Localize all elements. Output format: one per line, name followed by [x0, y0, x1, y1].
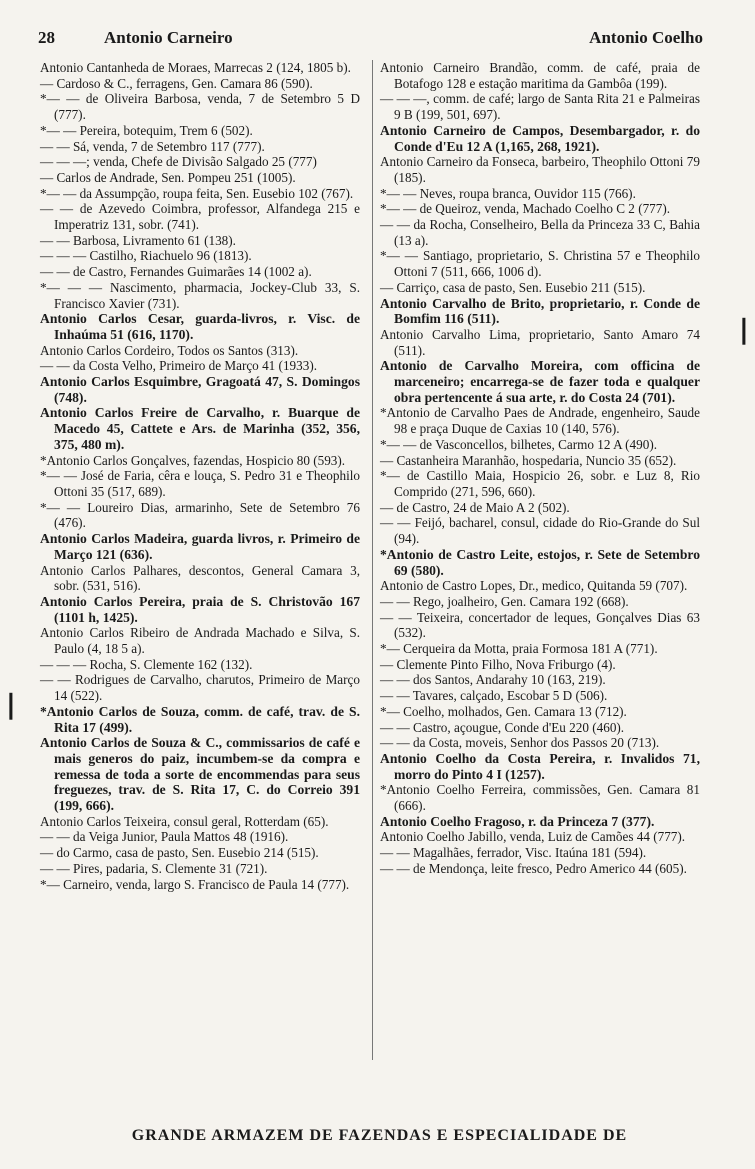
directory-entry: *— — Santiago, proprietario, S. Christina 57 e Theophilo Ottoni 7 (511, 666, 1006 d).: [380, 248, 700, 280]
directory-entry: — — da Costa, moveis, Senhor dos Passos 20 (713).: [380, 735, 660, 751]
directory-entry: Antonio Coelho Jabillo, venda, Luiz de Camões 44 (777).: [380, 829, 686, 845]
directory-entry: *— — de Oliveira Barbosa, venda, 7 de Setembro 5 D (777).: [40, 91, 360, 123]
directory-entry: — — Feijó, bacharel, consul, cidade do Rio-Grande do Sul (94).: [380, 515, 700, 547]
directory-entry: — Carriço, casa de pasto, Sen. Eusebio 211 (515).: [380, 279, 646, 295]
margin-mark-right: ❘: [733, 315, 755, 345]
directory-entry: *— Coelho, molhados, Gen. Camara 13 (712).: [380, 703, 627, 719]
directory-entry: Antonio Carlos Freire de Carvalho, r. Buarque de Macedo 45, Cattete e Ars. de Marinha (352, 356, 375, 480 m).: [40, 405, 360, 452]
directory-entry: — — Castro, açougue, Conde d'Eu 220 (460).: [380, 719, 625, 735]
directory-entry: *Antonio de Carvalho Paes de Andrade, engenheiro, Saude 98 e praça Duque de Caxias 10 (140, 576).: [380, 405, 700, 437]
directory-entry: Antonio Carlos Ribeiro de Andrada Machado e Silva, S. Paulo (4, 18 5 a).: [40, 625, 360, 657]
directory-entry: Antonio Carneiro de Campos, Desembargador, r. do Conde d'Eu 12 A (1,165, 268, 1921).: [380, 122, 700, 154]
page-header: [38, 28, 703, 52]
directory-entry: — — Sá, venda, 7 de Setembro 117 (777).: [40, 138, 265, 154]
directory-entry: — — de Azevedo Coimbra, professor, Alfandega 215 e Imperatriz 131, sobr. (741).: [40, 201, 360, 233]
directory-entry: Antonio Carlos Palhares, descontos, General Camara 3, sobr. (531, 516).: [40, 562, 360, 594]
directory-entry: Antonio Carneiro da Fonseca, barbeiro, Theophilo Ottoni 79 (185).: [380, 154, 700, 185]
directory-entry: *— — da Assumpção, roupa feita, Sen. Eusebio 102 (767).: [40, 185, 354, 201]
directory-entry: Antonio Carlos Cordeiro, Todos os Santos (313).: [40, 342, 299, 358]
directory-entry: — — da Costa Velho, Primeiro de Março 41 (1933).: [40, 358, 318, 374]
directory-entry: Antonio Carvalho Lima, proprietario, Santo Amaro 74 (511).: [380, 326, 700, 358]
directory-entry: — — —, comm. de café; largo de Santa Rita 21 e Palmeiras 9 B (199, 501, 697).: [380, 91, 700, 123]
left-column: [40, 60, 360, 1060]
directory-entry: Antonio Carlos de Souza & C., commissarios de café e mais generos do paiz, incumbem-se da compra e remessa de toda a sorte de encommendas para seus freguezes, trav. de S. Rita 17, C. do Correio 391 (199, 666).: [40, 735, 360, 814]
directory-entry: — — da Rocha, Conselheiro, Bella da Princeza 33 C, Bahia (13 a).: [380, 217, 700, 248]
directory-entry: *— — Neves, roupa branca, Ouvidor 115 (766).: [380, 185, 636, 201]
directory-entry: Antonio de Carvalho Moreira, com officina de marceneiro; encarrega-se de fazer toda e qualquer obra pertencente á sua arte, r. do Costa 24 (701).: [380, 358, 700, 405]
directory-entry: Antonio Carlos Teixeira, consul geral, Rotterdam (65).: [40, 813, 329, 829]
directory-entry: *— Cerqueira da Motta, praia Formosa 181 A (771).: [380, 641, 658, 657]
directory-entry: — — — Castilho, Riachuelo 96 (1813).: [40, 248, 252, 264]
directory-entry: *— — José de Faria, cêra e louça, S. Pedro 31 e Theophilo Ottoni 35 (517, 689).: [40, 468, 360, 499]
directory-entry: — Castanheira Maranhão, hospedaria, Nuncio 35 (652).: [380, 452, 677, 468]
directory-entry: — — Tavares, calçado, Escobar 5 D (506).: [380, 688, 608, 704]
footer-advert: GRANDE ARMAZEM DE FAZENDAS E ESPECIALIDADE DE: [131, 1127, 628, 1144]
directory-entry: — do Carmo, casa de pasto, Sen. Eusebio 214 (515).: [40, 845, 319, 861]
directory-entry: Antonio Carlos Cesar, guarda-livros, r. Visc. de Inhaúma 51 (616, 1170).: [40, 311, 360, 342]
directory-entry: *— — de Queiroz, venda, Machado Coelho C 2 (777).: [380, 201, 671, 217]
directory-entry: — — da Veiga Junior, Paula Mattos 48 (1916).: [40, 829, 289, 845]
directory-entry: — — Pires, padaria, S. Clemente 31 (721).: [40, 860, 268, 876]
directory-entry: *— — Pereira, botequim, Trem 6 (502).: [40, 122, 253, 138]
directory-entry: Antonio Coelho Fragoso, r. da Princeza 7 (377).: [380, 813, 655, 829]
directory-entry: — — Magalhães, ferrador, Visc. Itaúna 181 (594).: [380, 845, 647, 861]
directory-entry: — — Teixeira, concertador de leques, Gonçalves Dias 63 (532).: [380, 609, 700, 641]
directory-entry: *Antonio Carlos Gonçalves, fazendas, Hospicio 80 (593).: [40, 452, 346, 468]
directory-entry: *— — — Nascimento, pharmacia, Jockey-Club 33, S. Francisco Xavier (731).: [40, 279, 360, 311]
directory-entry: — — Rego, joalheiro, Gen. Camara 192 (668).: [380, 593, 629, 609]
margin-mark-left: ❘: [0, 690, 22, 720]
directory-entry: *— — de Vasconcellos, bilhetes, Carmo 12 A (490).: [380, 436, 658, 452]
directory-entry: Antonio Cantanheda de Moraes, Marrecas 2 (124, 1805 b).: [40, 60, 351, 75]
directory-entry: — — de Castro, Fernandes Guimarães 14 (1002 a).: [40, 264, 312, 280]
directory-entry: — — dos Santos, Andarahy 10 (163, 219).: [380, 672, 606, 688]
directory-entry: — — —; venda, Chefe de Divisão Salgado 25 (777): [40, 154, 317, 170]
directory-entry: Antonio Coelho da Costa Pereira, r. Invalidos 71, morro do Pinto 4 I (1257).: [380, 750, 700, 782]
directory-entry: — — — Rocha, S. Clemente 162 (132).: [40, 656, 253, 672]
directory-entry: Antonio Carlos Esquimbre, Gragoatá 47, S. Domingos (748).: [40, 374, 360, 405]
directory-entry: — Carlos de Andrade, Sen. Pompeu 251 (1005).: [40, 169, 296, 185]
right-column: [380, 60, 700, 1060]
left-running-title: Antonio Carneiro: [104, 28, 233, 47]
directory-entry: *— — Loureiro Dias, armarinho, Sete de Setembro 76 (476).: [40, 499, 360, 531]
directory-entry: — — Rodrigues de Carvalho, charutos, Primeiro de Março 14 (522).: [40, 672, 360, 704]
directory-entry: Antonio Carvalho de Brito, proprietario, r. Conde de Bomfim 116 (511).: [380, 295, 700, 327]
directory-entry: Antonio de Castro Lopes, Dr., medico, Quitanda 59 (707).: [380, 578, 688, 594]
page-number: 28: [38, 28, 55, 47]
directory-entry: *— de Castillo Maia, Hospicio 26, sobr. e Luz 8, Rio Comprido (271, 596, 660).: [380, 468, 700, 499]
directory-entry: — Cardoso & C., ferragens, Gen. Camara 86 (590).: [40, 75, 313, 91]
directory-entry: Antonio Carlos Pereira, praia de S. Christovão 167 (1101 h, 1425).: [40, 593, 360, 625]
directory-entry: *Antonio de Castro Leite, estojos, r. Sete de Setembro 69 (580).: [380, 546, 700, 578]
directory-entry: *— Carneiro, venda, largo S. Francisco de Paula 14 (777).: [40, 876, 350, 892]
directory-entry: — — Barbosa, Livramento 61 (138).: [40, 232, 236, 248]
column-divider: [372, 60, 373, 1060]
directory-entry: *Antonio Carlos de Souza, comm. de café, trav. de S. Rita 17 (499).: [40, 703, 360, 735]
directory-entry: Antonio Carneiro Brandão, comm. de café, praia de Botafogo 128 e estação maritima da Gambôa (199).: [380, 60, 700, 91]
directory-entry: — — de Mendonça, leite fresco, Pedro Americo 44 (605).: [380, 860, 687, 876]
right-running-title: Antonio Coelho: [589, 28, 703, 47]
directory-entry: Antonio Carlos Madeira, guarda livros, r. Primeiro de Março 121 (636).: [40, 531, 360, 562]
directory-entry: — de Castro, 24 de Maio A 2 (502).: [380, 499, 570, 515]
directory-entry: *Antonio Coelho Ferreira, commissões, Gen. Camara 81 (666).: [380, 782, 700, 814]
directory-entry: — Clemente Pinto Filho, Nova Friburgo (4).: [380, 656, 616, 672]
